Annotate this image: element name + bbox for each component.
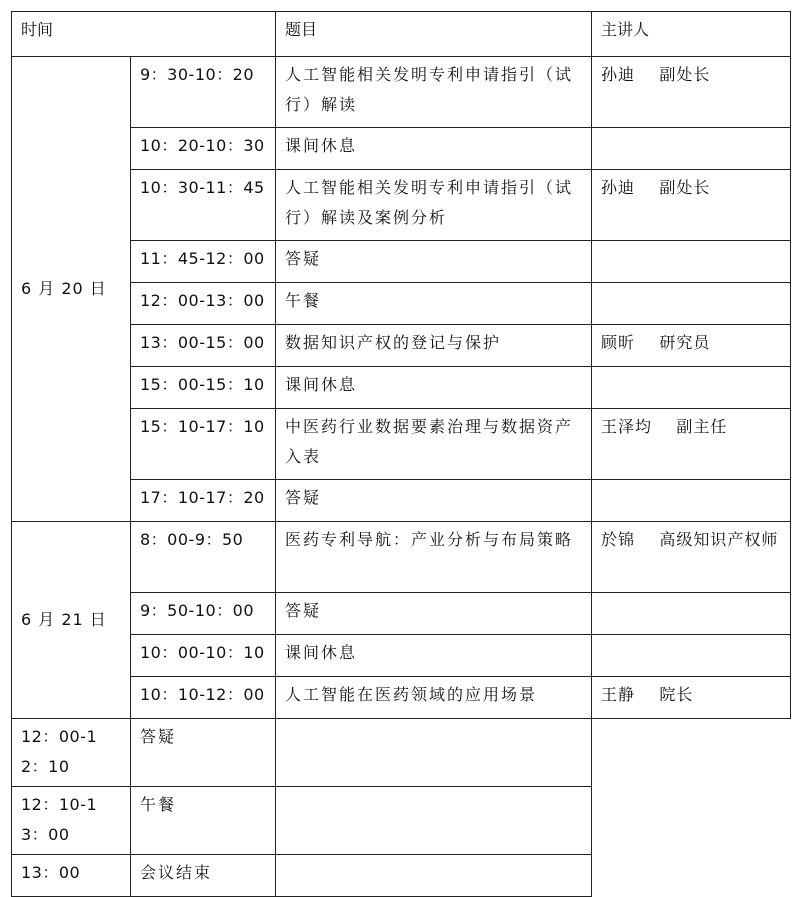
time-cell: 10：30-11：45 (131, 170, 276, 241)
time-cell: 10：10-12：00 (131, 677, 276, 719)
topic-cell: 人工智能相关发明专利申请指引（试行）解读 (276, 57, 592, 128)
speaker-cell: 孙迪 副处长 (592, 57, 791, 128)
speaker-cell (276, 719, 592, 787)
speaker-cell: 顾昕 研究员 (592, 325, 791, 367)
speaker-cell (592, 283, 791, 325)
speaker-cell (592, 635, 791, 677)
topic-cell: 答疑 (131, 719, 276, 787)
topic-cell: 课间休息 (276, 367, 592, 409)
speaker-cell: 王泽均 副主任 (592, 409, 791, 480)
speaker-cell: 王静 院长 (592, 677, 791, 719)
time-cell: 10：00-10：10 (131, 635, 276, 677)
topic-cell: 午餐 (131, 787, 276, 855)
topic-cell: 午餐 (276, 283, 592, 325)
time-cell: 13：00 (12, 855, 131, 897)
topic-cell: 答疑 (276, 480, 592, 522)
date-cell: 6 月 20 日 (12, 57, 131, 522)
header-topic: 题目 (276, 12, 592, 57)
table-row (12, 787, 791, 855)
time-cell: 8：00-9：50 (131, 522, 276, 593)
time-cell: 9：30-10：20 (131, 57, 276, 128)
table-row (12, 522, 791, 593)
topic-cell: 答疑 (276, 593, 592, 635)
topic-cell: 答疑 (276, 241, 592, 283)
time-cell: 13：00-15：00 (131, 325, 276, 367)
time-cell: 12：10-13：00 (12, 787, 131, 855)
header-row (12, 12, 791, 57)
speaker-cell (592, 241, 791, 283)
time-cell: 9：50-10：00 (131, 593, 276, 635)
table-row (12, 719, 791, 787)
time-cell: 11：45-12：00 (131, 241, 276, 283)
topic-cell: 课间休息 (276, 635, 592, 677)
speaker-cell (276, 855, 592, 897)
speaker-cell (592, 367, 791, 409)
topic-cell: 人工智能相关发明专利申请指引（试行）解读及案例分析 (276, 170, 592, 241)
topic-cell: 医药专利导航：产业分析与布局策略 (276, 522, 592, 593)
topic-cell: 会议结束 (131, 855, 276, 897)
time-cell: 15：10-17：10 (131, 409, 276, 480)
speaker-cell (592, 128, 791, 170)
time-cell: 15：00-15：10 (131, 367, 276, 409)
date-cell: 6 月 21 日 (12, 522, 131, 719)
time-cell: 12：00-13：00 (131, 283, 276, 325)
time-cell: 12：00-12：10 (12, 719, 131, 787)
speaker-cell: 孙迪 副处长 (592, 170, 791, 241)
speaker-cell (592, 480, 791, 522)
header-speaker: 主讲人 (592, 12, 791, 57)
topic-cell: 人工智能在医药领域的应用场景 (276, 677, 592, 719)
speaker-cell (592, 593, 791, 635)
time-cell: 10：20-10：30 (131, 128, 276, 170)
table-row (12, 57, 791, 128)
header-time: 时间 (12, 12, 276, 57)
schedule-table (11, 11, 791, 897)
speaker-cell (276, 787, 592, 855)
table-row (12, 855, 791, 897)
topic-cell: 中医药行业数据要素治理与数据资产入表 (276, 409, 592, 480)
topic-cell: 课间休息 (276, 128, 592, 170)
topic-cell: 数据知识产权的登记与保护 (276, 325, 592, 367)
speaker-cell: 於锦 高级知识产权师 (592, 522, 791, 593)
time-cell: 17：10-17：20 (131, 480, 276, 522)
